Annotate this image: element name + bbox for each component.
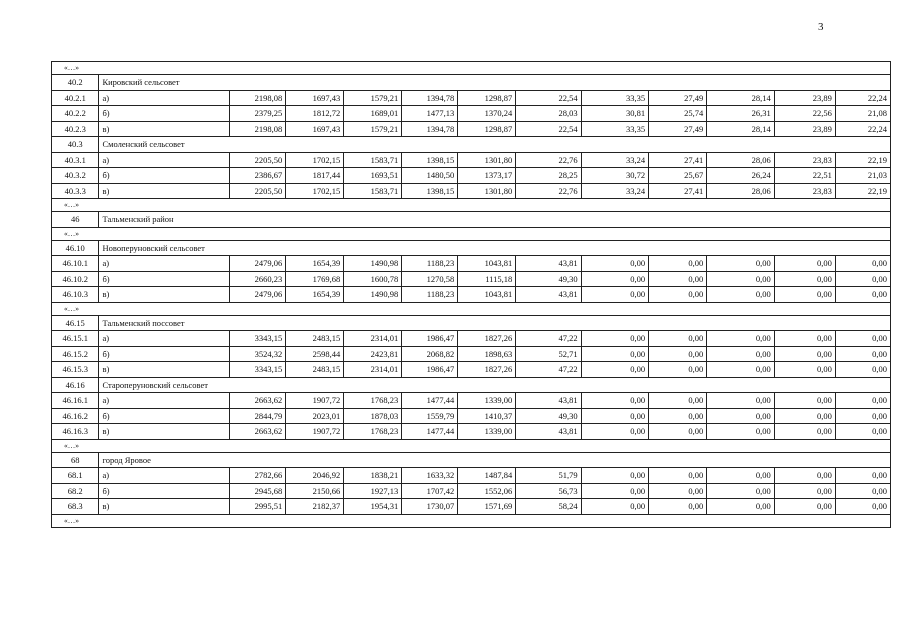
value-cell: 28,06 xyxy=(707,183,775,199)
value-cell: 33,24 xyxy=(581,152,649,168)
row-code: 40.3.3 xyxy=(52,183,99,199)
value-cell: 23,83 xyxy=(774,183,835,199)
value-cell: 0,00 xyxy=(707,468,775,484)
row-code: 40.2.1 xyxy=(52,90,99,106)
omission-marker: «…» xyxy=(52,227,891,240)
value-cell: 1827,26 xyxy=(458,331,516,347)
value-cell: 2198,08 xyxy=(230,90,286,106)
value-cell: 28,06 xyxy=(707,152,775,168)
row-subitem: в) xyxy=(99,183,230,199)
row-subitem: б) xyxy=(99,483,230,499)
omission-marker: «…» xyxy=(52,62,891,75)
value-cell: 0,00 xyxy=(835,483,890,499)
value-cell: 1579,21 xyxy=(344,90,402,106)
row-code: 46.10.2 xyxy=(52,271,99,287)
value-cell: 0,00 xyxy=(581,256,649,272)
value-cell: 2314,01 xyxy=(344,362,402,378)
row-code: 46.15.1 xyxy=(52,331,99,347)
value-cell: 1490,98 xyxy=(344,256,402,272)
value-cell: 1583,71 xyxy=(344,183,402,199)
table-row xyxy=(52,483,891,499)
row-code: 46.10.3 xyxy=(52,287,99,303)
section-header-row xyxy=(52,452,891,468)
row-subitem: в) xyxy=(99,424,230,440)
section-name: Кировский сельсовет xyxy=(99,75,891,91)
value-cell: 0,00 xyxy=(774,499,835,515)
row-code: 40.3.2 xyxy=(52,168,99,184)
value-cell: 1477,44 xyxy=(402,393,458,409)
omission-marker: «…» xyxy=(52,439,891,452)
value-cell: 0,00 xyxy=(581,483,649,499)
value-cell: 1301,80 xyxy=(458,183,516,199)
value-cell: 0,00 xyxy=(835,424,890,440)
table-row xyxy=(52,468,891,484)
value-cell: 1477,13 xyxy=(402,106,458,122)
value-cell: 1487,84 xyxy=(458,468,516,484)
row-subitem: б) xyxy=(99,408,230,424)
page-number: 3 xyxy=(818,21,824,33)
value-cell: 0,00 xyxy=(581,346,649,362)
value-cell: 0,00 xyxy=(581,271,649,287)
tariff-table xyxy=(51,61,891,528)
value-cell: 1954,31 xyxy=(344,499,402,515)
value-cell: 0,00 xyxy=(835,331,890,347)
value-cell: 28,14 xyxy=(707,121,775,137)
table-row xyxy=(52,393,891,409)
value-cell: 1907,72 xyxy=(286,424,344,440)
table-row xyxy=(52,106,891,122)
value-cell: 0,00 xyxy=(649,499,707,515)
value-cell: 1410,37 xyxy=(458,408,516,424)
value-cell: 2844,79 xyxy=(230,408,286,424)
value-cell: 0,00 xyxy=(581,331,649,347)
value-cell: 33,35 xyxy=(581,121,649,137)
value-cell: 1394,78 xyxy=(402,90,458,106)
value-cell: 0,00 xyxy=(581,468,649,484)
value-cell: 0,00 xyxy=(707,393,775,409)
value-cell: 0,00 xyxy=(649,424,707,440)
table-row xyxy=(52,256,891,272)
value-cell: 23,89 xyxy=(774,90,835,106)
value-cell: 1552,06 xyxy=(458,483,516,499)
table-row xyxy=(52,152,891,168)
value-cell: 2483,15 xyxy=(286,331,344,347)
value-cell: 22,24 xyxy=(835,121,890,137)
section-name: Тальменский район xyxy=(99,212,891,228)
value-cell: 27,41 xyxy=(649,152,707,168)
value-cell: 2995,51 xyxy=(230,499,286,515)
value-cell: 22,76 xyxy=(516,152,581,168)
value-cell: 47,22 xyxy=(516,362,581,378)
value-cell: 1188,23 xyxy=(402,256,458,272)
value-cell: 1838,21 xyxy=(344,468,402,484)
section-header-row xyxy=(52,75,891,91)
row-code: 68.1 xyxy=(52,468,99,484)
section-code: 46.16 xyxy=(52,377,99,393)
value-cell: 1986,47 xyxy=(402,331,458,347)
value-cell: 1707,42 xyxy=(402,483,458,499)
value-cell: 1579,21 xyxy=(344,121,402,137)
value-cell: 2182,37 xyxy=(286,499,344,515)
value-cell: 0,00 xyxy=(649,362,707,378)
section-code: 46.10 xyxy=(52,240,99,256)
value-cell: 43,81 xyxy=(516,287,581,303)
value-cell: 1689,01 xyxy=(344,106,402,122)
value-cell: 2598,44 xyxy=(286,346,344,362)
section-name: город Яровое xyxy=(99,452,891,468)
value-cell: 0,00 xyxy=(707,287,775,303)
omission-row xyxy=(52,439,891,452)
table-row xyxy=(52,90,891,106)
table-body xyxy=(52,62,891,528)
value-cell: 2150,66 xyxy=(286,483,344,499)
row-subitem: а) xyxy=(99,331,230,347)
row-subitem: а) xyxy=(99,468,230,484)
value-cell: 51,79 xyxy=(516,468,581,484)
value-cell: 49,30 xyxy=(516,408,581,424)
table-row xyxy=(52,168,891,184)
value-cell: 30,72 xyxy=(581,168,649,184)
value-cell: 1370,24 xyxy=(458,106,516,122)
section-name: Староперуновский сельсовет xyxy=(99,377,891,393)
value-cell: 2782,66 xyxy=(230,468,286,484)
omission-marker: «…» xyxy=(52,302,891,315)
value-cell: 1898,63 xyxy=(458,346,516,362)
row-code: 46.10.1 xyxy=(52,256,99,272)
value-cell: 3524,32 xyxy=(230,346,286,362)
value-cell: 1398,15 xyxy=(402,152,458,168)
value-cell: 3343,15 xyxy=(230,362,286,378)
value-cell: 58,24 xyxy=(516,499,581,515)
value-cell: 2205,50 xyxy=(230,152,286,168)
value-cell: 0,00 xyxy=(707,499,775,515)
value-cell: 1697,43 xyxy=(286,90,344,106)
value-cell: 49,30 xyxy=(516,271,581,287)
value-cell: 28,25 xyxy=(516,168,581,184)
value-cell: 0,00 xyxy=(581,287,649,303)
value-cell: 1339,00 xyxy=(458,393,516,409)
table-row xyxy=(52,271,891,287)
section-code: 68 xyxy=(52,452,99,468)
value-cell: 0,00 xyxy=(774,256,835,272)
value-cell: 0,00 xyxy=(707,271,775,287)
value-cell: 0,00 xyxy=(707,331,775,347)
value-cell: 26,24 xyxy=(707,168,775,184)
value-cell: 2046,92 xyxy=(286,468,344,484)
value-cell: 0,00 xyxy=(649,256,707,272)
value-cell: 1769,68 xyxy=(286,271,344,287)
value-cell: 1043,81 xyxy=(458,287,516,303)
value-cell: 2660,23 xyxy=(230,271,286,287)
value-cell: 0,00 xyxy=(835,287,890,303)
row-subitem: б) xyxy=(99,346,230,362)
value-cell: 1730,07 xyxy=(402,499,458,515)
value-cell: 1768,23 xyxy=(344,393,402,409)
section-header-row xyxy=(52,377,891,393)
row-subitem: а) xyxy=(99,256,230,272)
section-header-row xyxy=(52,240,891,256)
value-cell: 0,00 xyxy=(774,287,835,303)
value-cell: 0,00 xyxy=(707,424,775,440)
value-cell: 1477,44 xyxy=(402,424,458,440)
value-cell: 0,00 xyxy=(649,483,707,499)
row-code: 40.3.1 xyxy=(52,152,99,168)
value-cell: 1373,17 xyxy=(458,168,516,184)
section-name: Тальменский поссовет xyxy=(99,315,891,331)
value-cell: 25,74 xyxy=(649,106,707,122)
value-cell: 27,49 xyxy=(649,90,707,106)
value-cell: 1693,51 xyxy=(344,168,402,184)
table-row xyxy=(52,346,891,362)
row-subitem: в) xyxy=(99,362,230,378)
value-cell: 0,00 xyxy=(707,362,775,378)
value-cell: 1270,58 xyxy=(402,271,458,287)
value-cell: 1654,39 xyxy=(286,287,344,303)
row-subitem: б) xyxy=(99,168,230,184)
value-cell: 1827,26 xyxy=(458,362,516,378)
row-subitem: а) xyxy=(99,152,230,168)
value-cell: 0,00 xyxy=(835,468,890,484)
value-cell: 26,31 xyxy=(707,106,775,122)
value-cell: 1878,03 xyxy=(344,408,402,424)
row-subitem: в) xyxy=(99,499,230,515)
value-cell: 1188,23 xyxy=(402,287,458,303)
value-cell: 0,00 xyxy=(774,346,835,362)
value-cell: 1298,87 xyxy=(458,121,516,137)
value-cell: 1986,47 xyxy=(402,362,458,378)
value-cell: 1600,78 xyxy=(344,271,402,287)
value-cell: 0,00 xyxy=(581,499,649,515)
table-row xyxy=(52,424,891,440)
value-cell: 0,00 xyxy=(707,346,775,362)
value-cell: 33,24 xyxy=(581,183,649,199)
value-cell: 2423,81 xyxy=(344,346,402,362)
table-row xyxy=(52,121,891,137)
value-cell: 22,76 xyxy=(516,183,581,199)
value-cell: 43,81 xyxy=(516,424,581,440)
value-cell: 3343,15 xyxy=(230,331,286,347)
value-cell: 22,51 xyxy=(774,168,835,184)
value-cell: 47,22 xyxy=(516,331,581,347)
value-cell: 0,00 xyxy=(649,271,707,287)
value-cell: 0,00 xyxy=(835,408,890,424)
value-cell: 2663,62 xyxy=(230,393,286,409)
section-code: 46.15 xyxy=(52,315,99,331)
value-cell: 1398,15 xyxy=(402,183,458,199)
table-row xyxy=(52,183,891,199)
value-cell: 1812,72 xyxy=(286,106,344,122)
value-cell: 1702,15 xyxy=(286,183,344,199)
row-code: 46.16.1 xyxy=(52,393,99,409)
value-cell: 0,00 xyxy=(835,362,890,378)
section-header-row xyxy=(52,137,891,153)
value-cell: 1394,78 xyxy=(402,121,458,137)
value-cell: 0,00 xyxy=(774,424,835,440)
value-cell: 1702,15 xyxy=(286,152,344,168)
value-cell: 0,00 xyxy=(707,408,775,424)
value-cell: 0,00 xyxy=(774,331,835,347)
row-subitem: в) xyxy=(99,121,230,137)
value-cell: 1927,13 xyxy=(344,483,402,499)
value-cell: 52,71 xyxy=(516,346,581,362)
row-code: 68.2 xyxy=(52,483,99,499)
table-row xyxy=(52,362,891,378)
value-cell: 2945,68 xyxy=(230,483,286,499)
value-cell: 23,83 xyxy=(774,152,835,168)
value-cell: 30,81 xyxy=(581,106,649,122)
value-cell: 1768,23 xyxy=(344,424,402,440)
value-cell: 0,00 xyxy=(581,408,649,424)
value-cell: 1697,43 xyxy=(286,121,344,137)
section-code: 40.2 xyxy=(52,75,99,91)
value-cell: 1490,98 xyxy=(344,287,402,303)
table-row xyxy=(52,287,891,303)
value-cell: 0,00 xyxy=(774,483,835,499)
value-cell: 0,00 xyxy=(707,483,775,499)
value-cell: 1115,18 xyxy=(458,271,516,287)
row-code: 46.15.2 xyxy=(52,346,99,362)
value-cell: 1907,72 xyxy=(286,393,344,409)
row-subitem: а) xyxy=(99,90,230,106)
section-code: 46 xyxy=(52,212,99,228)
omission-row xyxy=(52,62,891,75)
value-cell: 27,49 xyxy=(649,121,707,137)
omission-marker: «…» xyxy=(52,514,891,527)
value-cell: 2479,06 xyxy=(230,287,286,303)
value-cell: 0,00 xyxy=(581,424,649,440)
value-cell: 22,19 xyxy=(835,152,890,168)
value-cell: 1559,79 xyxy=(402,408,458,424)
value-cell: 23,89 xyxy=(774,121,835,137)
table-row xyxy=(52,331,891,347)
value-cell: 0,00 xyxy=(774,362,835,378)
value-cell: 33,35 xyxy=(581,90,649,106)
value-cell: 22,54 xyxy=(516,90,581,106)
section-header-row xyxy=(52,315,891,331)
value-cell: 0,00 xyxy=(774,408,835,424)
value-cell: 0,00 xyxy=(649,331,707,347)
section-header-row xyxy=(52,212,891,228)
value-cell: 28,14 xyxy=(707,90,775,106)
value-cell: 1339,00 xyxy=(458,424,516,440)
value-cell: 43,81 xyxy=(516,256,581,272)
value-cell: 0,00 xyxy=(835,256,890,272)
omission-row xyxy=(52,514,891,527)
row-code: 46.16.2 xyxy=(52,408,99,424)
value-cell: 1301,80 xyxy=(458,152,516,168)
row-code: 68.3 xyxy=(52,499,99,515)
row-subitem: б) xyxy=(99,271,230,287)
row-code: 46.15.3 xyxy=(52,362,99,378)
row-code: 40.2.3 xyxy=(52,121,99,137)
value-cell: 0,00 xyxy=(649,468,707,484)
row-code: 40.2.2 xyxy=(52,106,99,122)
value-cell: 2386,67 xyxy=(230,168,286,184)
value-cell: 22,54 xyxy=(516,121,581,137)
value-cell: 0,00 xyxy=(835,499,890,515)
value-cell: 0,00 xyxy=(774,393,835,409)
value-cell: 1583,71 xyxy=(344,152,402,168)
value-cell: 43,81 xyxy=(516,393,581,409)
value-cell: 0,00 xyxy=(649,393,707,409)
value-cell: 56,73 xyxy=(516,483,581,499)
omission-row xyxy=(52,227,891,240)
value-cell: 2479,06 xyxy=(230,256,286,272)
value-cell: 0,00 xyxy=(649,287,707,303)
value-cell: 2068,82 xyxy=(402,346,458,362)
value-cell: 2663,62 xyxy=(230,424,286,440)
value-cell: 1817,44 xyxy=(286,168,344,184)
value-cell: 21,08 xyxy=(835,106,890,122)
value-cell: 1654,39 xyxy=(286,256,344,272)
section-name: Новоперуновский сельсовет xyxy=(99,240,891,256)
value-cell: 0,00 xyxy=(774,468,835,484)
value-cell: 22,19 xyxy=(835,183,890,199)
omission-marker: «…» xyxy=(52,199,891,212)
value-cell: 0,00 xyxy=(649,346,707,362)
value-cell: 0,00 xyxy=(774,271,835,287)
value-cell: 22,24 xyxy=(835,90,890,106)
value-cell: 0,00 xyxy=(835,393,890,409)
value-cell: 2379,25 xyxy=(230,106,286,122)
value-cell: 2198,08 xyxy=(230,121,286,137)
omission-row xyxy=(52,302,891,315)
row-code: 46.16.3 xyxy=(52,424,99,440)
value-cell: 0,00 xyxy=(835,346,890,362)
value-cell: 2483,15 xyxy=(286,362,344,378)
row-subitem: б) xyxy=(99,106,230,122)
row-subitem: а) xyxy=(99,393,230,409)
value-cell: 0,00 xyxy=(581,362,649,378)
section-name: Смоленский сельсовет xyxy=(99,137,891,153)
table-row xyxy=(52,408,891,424)
value-cell: 2023,01 xyxy=(286,408,344,424)
row-subitem: в) xyxy=(99,287,230,303)
table-row xyxy=(52,499,891,515)
value-cell: 0,00 xyxy=(649,408,707,424)
value-cell: 0,00 xyxy=(581,393,649,409)
value-cell: 1571,69 xyxy=(458,499,516,515)
value-cell: 0,00 xyxy=(707,256,775,272)
omission-row xyxy=(52,199,891,212)
value-cell: 0,00 xyxy=(835,271,890,287)
value-cell: 1633,32 xyxy=(402,468,458,484)
value-cell: 2314,01 xyxy=(344,331,402,347)
value-cell: 1043,81 xyxy=(458,256,516,272)
section-code: 40.3 xyxy=(52,137,99,153)
value-cell: 21,03 xyxy=(835,168,890,184)
value-cell: 28,03 xyxy=(516,106,581,122)
value-cell: 2205,50 xyxy=(230,183,286,199)
value-cell: 25,67 xyxy=(649,168,707,184)
value-cell: 1480,50 xyxy=(402,168,458,184)
value-cell: 27,41 xyxy=(649,183,707,199)
value-cell: 1298,87 xyxy=(458,90,516,106)
value-cell: 22,56 xyxy=(774,106,835,122)
